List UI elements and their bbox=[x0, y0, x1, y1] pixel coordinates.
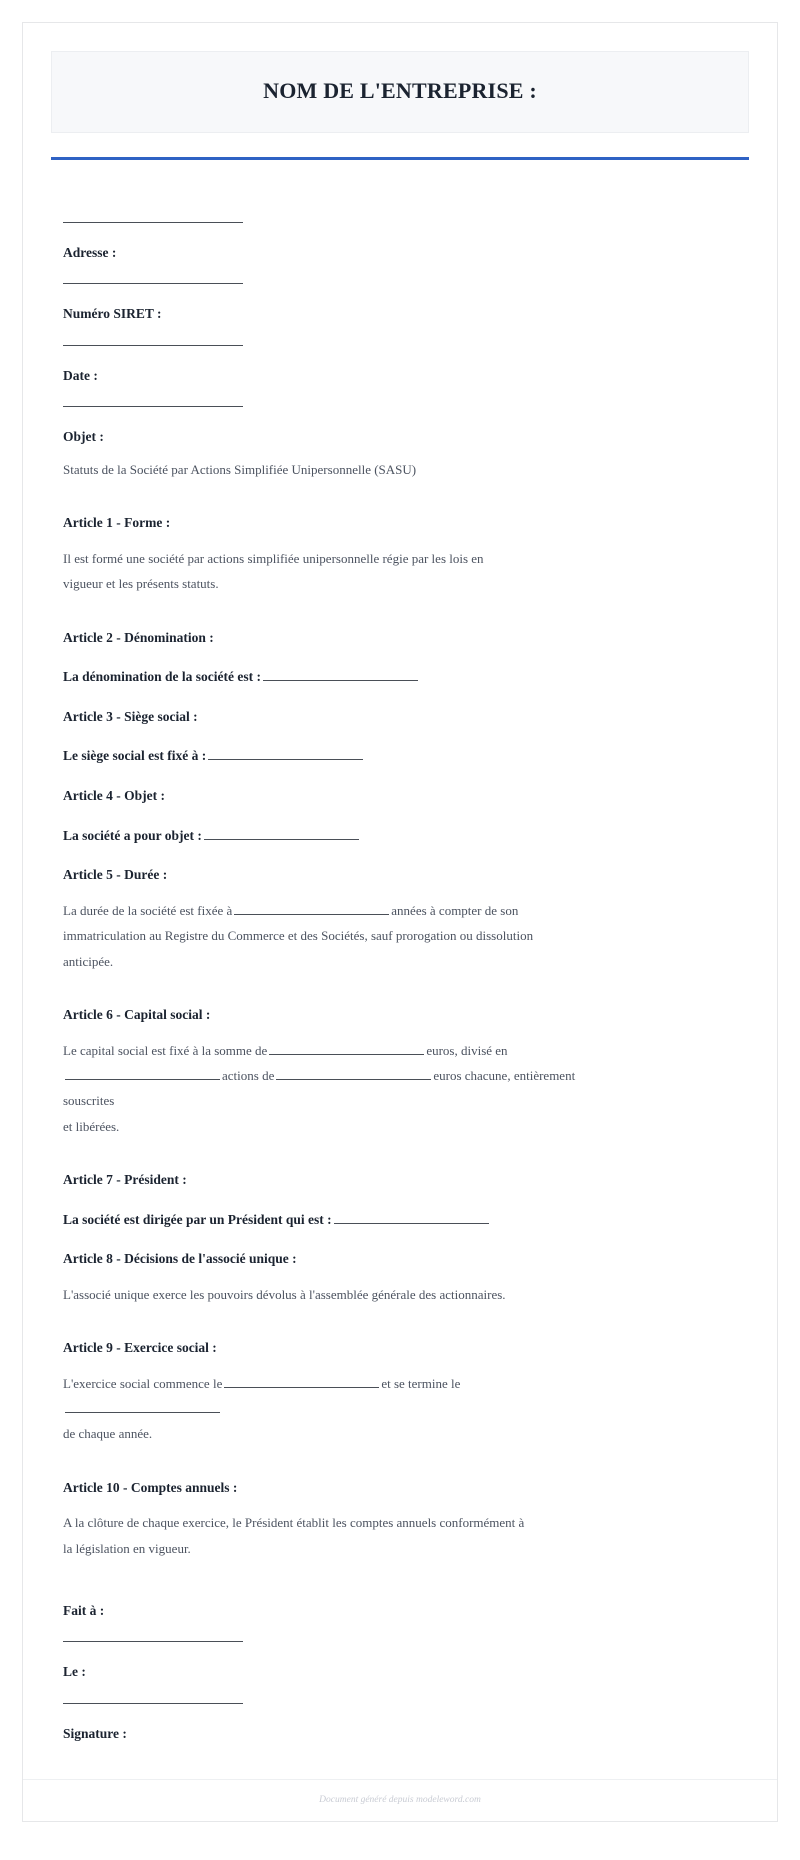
fill-line-nombre-actions[interactable] bbox=[65, 1068, 220, 1080]
article-body-1-line2: vigueur et les présents statuts. bbox=[63, 576, 219, 592]
article-heading-4: Article 4 - Objet : bbox=[63, 788, 165, 804]
article-10-line1: A la clôture de chaque exercice, le Président établit les comptes annuels conformément à bbox=[63, 1515, 525, 1531]
article-body-2 bbox=[63, 664, 737, 690]
fill-line-fait-a[interactable] bbox=[63, 1641, 243, 1642]
article-3-prefix: Le siège social est fixé à : bbox=[63, 748, 207, 764]
article-10-line2: la législation en vigueur. bbox=[63, 1540, 191, 1556]
article-7-prefix: La société est dirigée par un Président qui est : bbox=[63, 1211, 332, 1227]
article-body-6 bbox=[63, 1038, 603, 1139]
document-footer bbox=[23, 1779, 777, 1807]
article-body-10 bbox=[63, 1510, 583, 1561]
article-9-line2: de chaque année. bbox=[63, 1426, 153, 1442]
article-body-3 bbox=[63, 743, 737, 769]
fill-line-entreprise[interactable] bbox=[63, 222, 243, 223]
article-5-line3: anticipée. bbox=[63, 953, 114, 969]
article-body-4 bbox=[63, 823, 737, 849]
top-spacer bbox=[63, 160, 737, 202]
fill-line-siege-social[interactable] bbox=[208, 748, 363, 761]
document-content bbox=[51, 160, 749, 1744]
signature-block bbox=[63, 1601, 737, 1744]
field-label-signature: Signature : bbox=[63, 1725, 127, 1741]
fill-line-adresse[interactable] bbox=[63, 283, 243, 284]
objet-value: Statuts de la Société par Actions Simplifiée Unipersonnelle (SASU) bbox=[63, 462, 417, 477]
article-heading-8: Article 8 - Décisions de l'associé unique : bbox=[63, 1251, 297, 1267]
article-heading-7: Article 7 - Président : bbox=[63, 1171, 187, 1187]
fill-line-duree[interactable] bbox=[234, 903, 389, 915]
field-label-siret: Numéro SIRET : bbox=[63, 306, 162, 322]
field-label-le: Le : bbox=[63, 1664, 86, 1680]
field-label-adresse: Adresse : bbox=[63, 245, 117, 260]
article-heading-10: Article 10 - Comptes annuels : bbox=[63, 1479, 238, 1495]
document-sheet bbox=[22, 22, 778, 1822]
article-6-part3: actions de bbox=[222, 1067, 275, 1083]
field-label-fait-a: Fait à : bbox=[63, 1603, 105, 1618]
article-9-part1: L'exercice social commence le bbox=[63, 1375, 223, 1391]
article-4-prefix: La société a pour objet : bbox=[63, 827, 202, 843]
article-5-part1: La durée de la société est fixée à bbox=[63, 902, 233, 918]
article-heading-3: Article 3 - Siège social : bbox=[63, 708, 198, 724]
article-2-prefix: La dénomination de la société est : bbox=[63, 669, 261, 685]
article-5-part2: années à compter de son bbox=[391, 902, 519, 918]
field-label-objet: Objet : bbox=[63, 428, 104, 444]
fill-line-le[interactable] bbox=[63, 1703, 243, 1704]
fill-line-siret[interactable] bbox=[63, 345, 243, 346]
article-body-1-line1: Il est formé une société par actions simplifiée unipersonnelle régie par les lois en bbox=[63, 550, 484, 566]
fill-line-exercice-fin[interactable] bbox=[65, 1401, 220, 1413]
fill-line-president[interactable] bbox=[334, 1211, 489, 1224]
article-5-line2: immatriculation au Registre du Commerce et des Sociétés, sauf prorogation ou dissolution bbox=[63, 928, 534, 944]
article-body-9 bbox=[63, 1371, 603, 1447]
document-header-box bbox=[51, 51, 749, 133]
fill-line-denomination[interactable] bbox=[263, 668, 418, 681]
fill-line-capital-somme[interactable] bbox=[269, 1042, 424, 1054]
footer-text: Document généré depuis modeleword.com bbox=[319, 1795, 481, 1805]
article-heading-6: Article 6 - Capital social : bbox=[63, 1006, 211, 1022]
article-6-part1: Le capital social est fixé à la somme de bbox=[63, 1042, 268, 1058]
article-6-line3: et libérées. bbox=[63, 1118, 120, 1134]
article-6-part2: euros, divisé en bbox=[426, 1042, 508, 1058]
article-body-1 bbox=[63, 546, 583, 597]
article-body-7 bbox=[63, 1207, 737, 1233]
article-body-5 bbox=[63, 898, 583, 974]
article-6-part4: euros chacune, entièrement souscrites bbox=[63, 1067, 576, 1109]
article-heading-5: Article 5 - Durée : bbox=[63, 867, 168, 883]
article-heading-2: Article 2 - Dénomination : bbox=[63, 629, 214, 645]
article-9-part2: et se termine le bbox=[381, 1375, 461, 1391]
page-title: NOM DE L'ENTREPRISE : bbox=[263, 78, 537, 103]
fill-line-objet-societe[interactable] bbox=[204, 827, 359, 840]
field-label-date: Date : bbox=[63, 367, 98, 383]
fill-line-valeur-action[interactable] bbox=[276, 1068, 431, 1080]
fill-line-exercice-debut[interactable] bbox=[224, 1375, 379, 1387]
article-heading-1: Article 1 - Forme : bbox=[63, 515, 171, 531]
article-heading-9: Article 9 - Exercice social : bbox=[63, 1340, 217, 1356]
article-body-8: L'associé unique exerce les pouvoirs dévolus à l'assemblée générale des actionnaires. bbox=[63, 1286, 506, 1302]
fill-line-date[interactable] bbox=[63, 406, 243, 407]
